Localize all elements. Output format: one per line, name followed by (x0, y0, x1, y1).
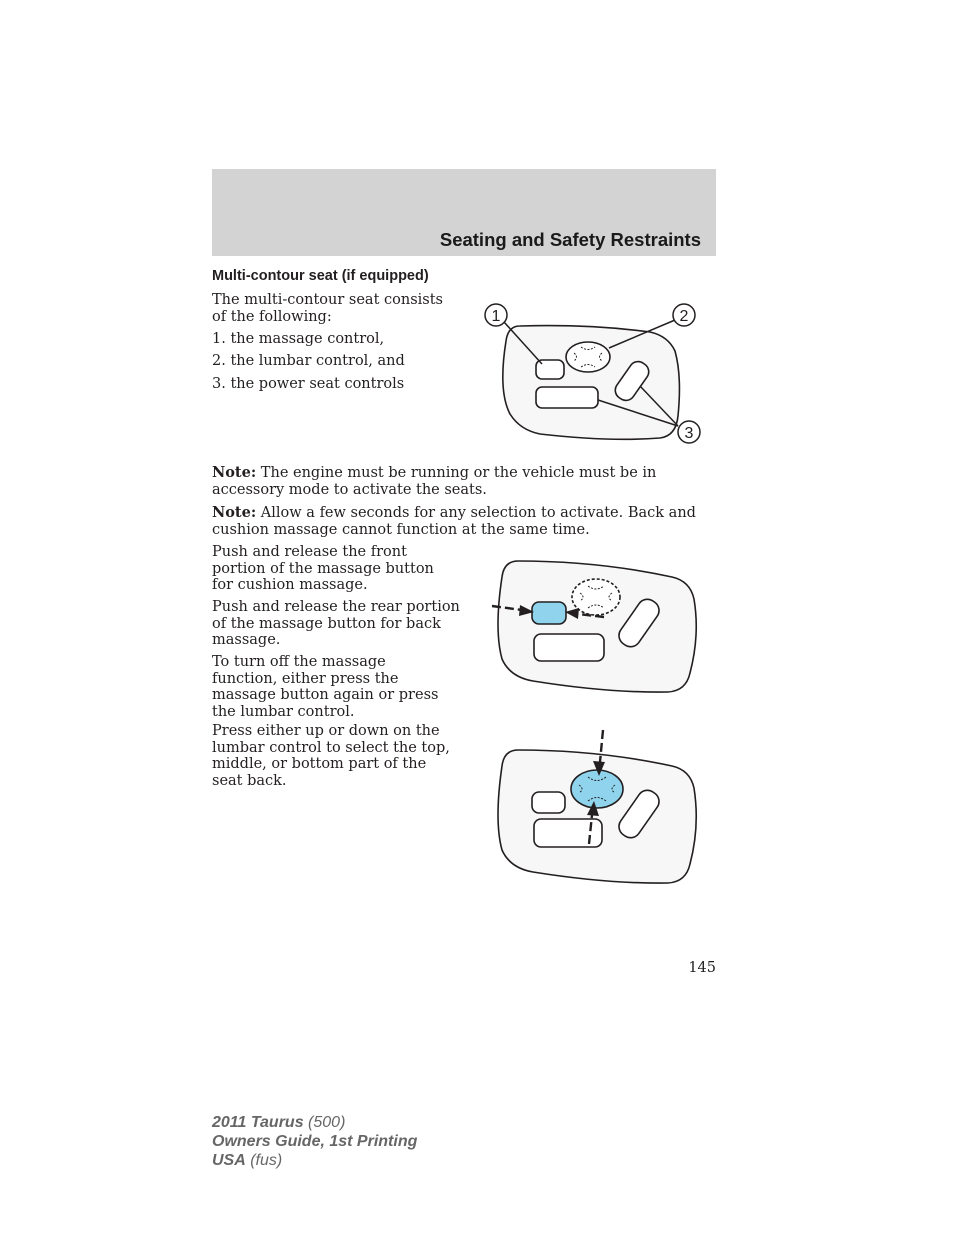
seat-cushion-switch-icon (534, 634, 604, 661)
note-selection-delay (212, 505, 707, 538)
footer-line-edition (212, 1132, 417, 1151)
massage-button-icon (532, 792, 565, 813)
lumbar-control-icon (572, 579, 620, 615)
massage-button-diagram (488, 555, 703, 697)
massage-cushion-text: Push and release the front portion of the massage button for cushion massage. (212, 544, 434, 593)
footer-line-market (212, 1151, 417, 1170)
list-item-massage: 1. the massage control, (212, 331, 385, 347)
note-label: Note: (212, 504, 257, 521)
footer-model: 2011 Taurus (212, 1114, 304, 1131)
list-item-lumbar: 2. the lumbar control, and (212, 353, 405, 369)
list-item-power-seat: 3. the power seat controls (212, 376, 405, 392)
massage-button-highlighted-icon (532, 602, 566, 624)
footer-edition: Owners Guide, 1st Printing (212, 1133, 418, 1150)
footer-market-code: (fus) (245, 1152, 283, 1169)
intro-text: The multi-contour seat consists of the following: (212, 292, 443, 325)
massage-back-text: Push and release the rear portion of the massage button for back massage. (212, 599, 460, 648)
document-footer (212, 1113, 417, 1170)
note-text: The engine must be running or the vehicle must be in accessory mode to activate the seats. (212, 465, 657, 498)
callout-3: 3 (684, 425, 694, 442)
lumbar-control-diagram (488, 726, 703, 888)
note-engine-running (212, 465, 707, 498)
note-text: Allow a few seconds for any selection to activate. Back and cushion massage cannot function at the same time. (212, 505, 696, 538)
seat-cushion-switch-icon (536, 387, 598, 408)
lumbar-control-highlighted-icon (571, 770, 623, 808)
footer-market: USA (212, 1152, 246, 1169)
callout-2: 2 (679, 308, 689, 325)
lumbar-control-icon (566, 342, 610, 372)
section-header (212, 169, 716, 256)
lumbar-instruction-text: Press either up or down on the lumbar control to select the top, middle, or bottom part of the seat back. (212, 723, 450, 789)
callout-1: 1 (491, 308, 501, 325)
footer-line-model (212, 1113, 417, 1132)
page-number: 145 (688, 960, 716, 976)
header-title: Seating and Safety Restraints (439, 229, 701, 250)
massage-off-text: To turn off the massage function, either press the massage button again or press the lumbar control. (212, 654, 439, 720)
note-label: Note: (212, 464, 257, 481)
section-title: Multi-contour seat (if equipped) (212, 268, 429, 284)
seat-controls-diagram (480, 296, 710, 448)
footer-model-code: (500) (303, 1114, 346, 1131)
